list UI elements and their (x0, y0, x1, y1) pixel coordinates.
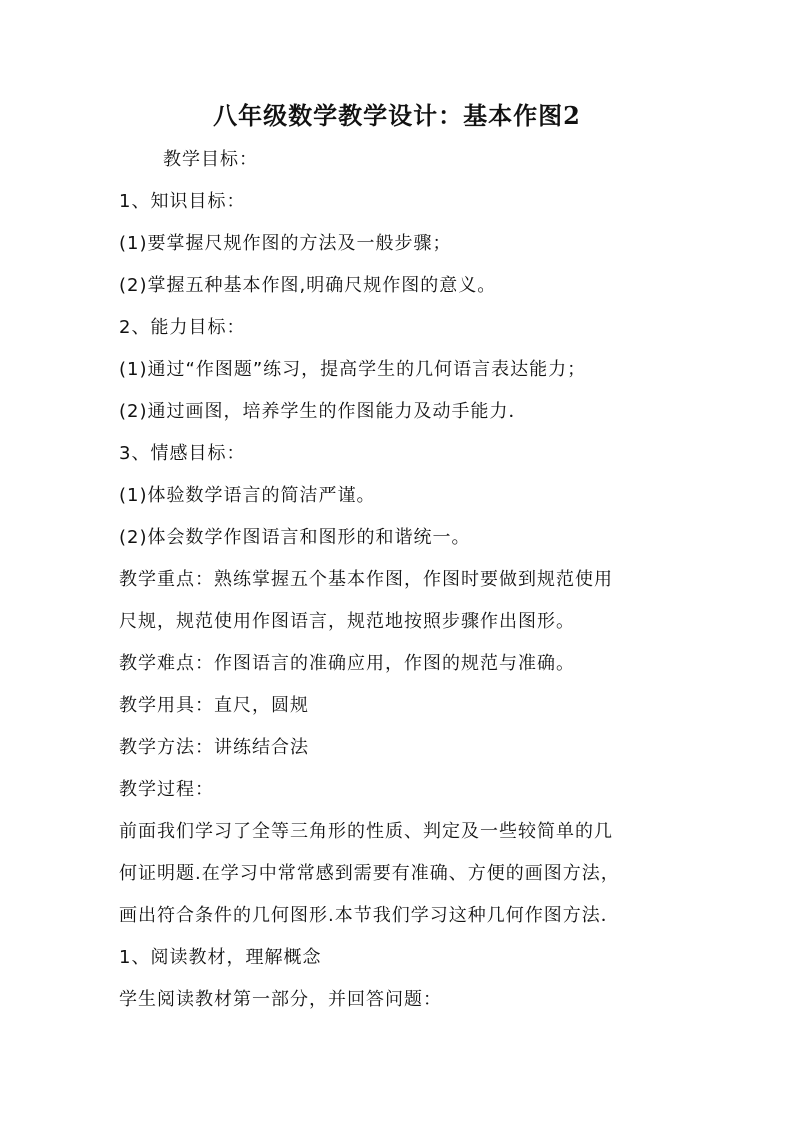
paragraph-line: 前面我们学习了全等三角形的性质、判定及一些较简单的几 (119, 821, 613, 842)
paragraph-line: (2)掌握五种基本作图,明确尺规作图的意义。 (119, 275, 497, 296)
teaching-method: 教学方法：讲练结合法 (119, 737, 309, 758)
heading-knowledge-objectives: 1、知识目标： (119, 191, 246, 212)
paragraph-line: 学生阅读教材第一部分，并回答问题： (119, 989, 442, 1010)
document-title: 八年级数学教学设计：基本作图2 (213, 101, 581, 130)
paragraph-line: (1)通过“作图题”练习，提高学生的几何语言表达能力； (119, 359, 587, 380)
paragraph-line: 画出符合条件的几何图形.本节我们学习这种几何作图方法． (119, 905, 620, 926)
heading-read-textbook: 1、阅读教材，理解概念 (119, 947, 322, 968)
teaching-difficulties: 教学难点：作图语言的准确应用，作图的规范与准确。 (119, 653, 575, 674)
heading-emotional-objectives: 3、情感目标： (119, 443, 246, 464)
teaching-key-points: 教学重点：熟练掌握五个基本作图，作图时要做到规范使用 (119, 569, 613, 590)
heading-teaching-objectives: 教学目标： (163, 149, 258, 170)
teaching-tools: 教学用具：直尺，圆规 (119, 695, 309, 716)
paragraph-line: 尺规，规范使用作图语言，规范地按照步骤作出图形。 (119, 611, 575, 632)
paragraph-line: (2)通过画图，培养学生的作图能力及动手能力． (119, 401, 528, 422)
heading-ability-objectives: 2、能力目标： (119, 317, 246, 338)
paragraph-line: (2)体会数学作图语言和图形的和谐统一。 (119, 527, 471, 548)
paragraph-line: 何证明题.在学习中常常感到需要有准确、方便的画图方法， (119, 863, 620, 884)
paragraph-line: (1)要掌握尺规作图的方法及一般步骤； (119, 233, 452, 254)
heading-teaching-process: 教学过程： (119, 779, 214, 800)
paragraph-line: (1)体验数学语言的简洁严谨。 (119, 485, 376, 506)
